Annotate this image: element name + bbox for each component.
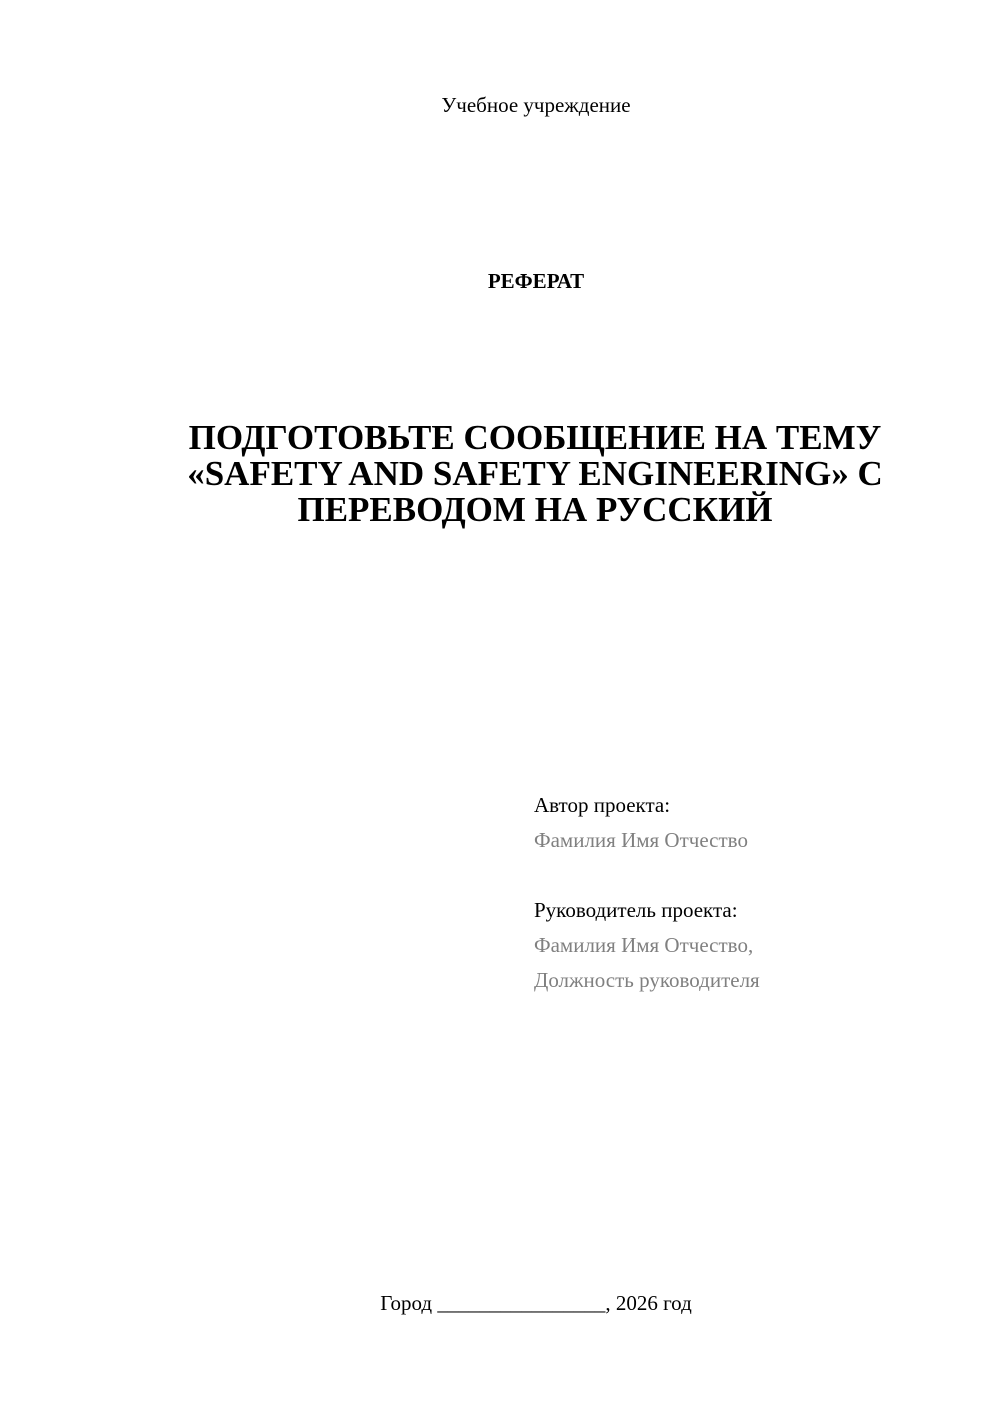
signature-block [534,788,954,998]
supervisor-name: Фамилия Имя Отчество, [534,933,754,957]
author-label: Автор проекта: [534,793,671,817]
author-name: Фамилия Имя Отчество [534,828,748,852]
topic-title [140,420,930,528]
city-year-line: Город ________________, 2026 год [380,1291,692,1315]
supervisor-position: Должность руководителя [534,968,760,992]
supervisor-label: Руководитель проекта: [534,898,738,922]
document-type-heading: РЕФЕРАТ [487,269,585,293]
signature-spacer [534,858,954,893]
institution-name: Учебное учреждение [441,93,631,117]
topic-title-line-3: ПЕРЕВОДОМ НА РУССКИЙ [297,490,773,529]
topic-title-line-1: ПОДГОТОВЬТЕ СООБЩЕНИЕ НА ТЕМУ [188,418,882,457]
topic-title-line-2: «SAFETY AND SAFETY ENGINEERING» С [187,454,883,493]
